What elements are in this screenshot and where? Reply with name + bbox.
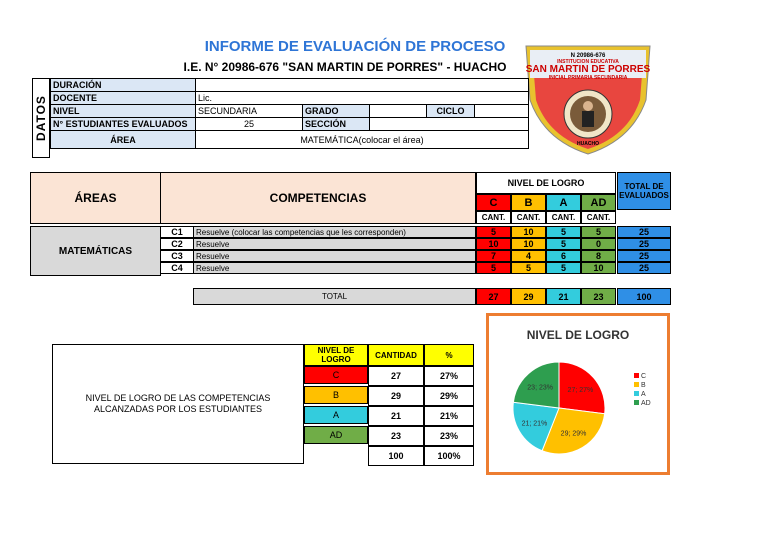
grado-label: GRADO [303, 105, 370, 118]
legend-swatch [634, 391, 639, 396]
ciclo-value [475, 105, 529, 118]
duracion-label: DURACIÓN [51, 79, 196, 92]
legend-label: C [641, 373, 647, 380]
competency-ad-count: 0 [581, 238, 616, 250]
competency-code: C1 [160, 226, 194, 238]
cant-ad-label: CANT. [581, 211, 616, 224]
competency-ad-count: 8 [581, 250, 616, 262]
competency-text: Resuelve [193, 238, 476, 250]
competency-text: Resuelve [193, 250, 476, 262]
summary-description: NIVEL DE LOGRO DE LAS COMPETENCIAS ALCANZADAS POR LOS ESTUDIANTES [52, 344, 304, 464]
summary-cantidad: 29 [368, 386, 424, 406]
duracion-value [196, 79, 529, 92]
competency-c-count: 5 [476, 226, 511, 238]
competency-c-count: 5 [476, 262, 511, 274]
summary-cantidad-header: CANTIDAD [368, 344, 424, 366]
level-ad-header: AD [581, 194, 616, 211]
legend-label: A [641, 391, 646, 398]
competency-text: Resuelve (colocar las competencias que les corresponden) [193, 226, 476, 238]
level-a-header: A [546, 194, 581, 211]
pie-chart [489, 316, 667, 472]
estudiantes-value: 25 [196, 118, 303, 131]
summary-pct: 29% [424, 386, 474, 406]
pie-chart-panel [486, 313, 670, 475]
pie-slice-label: 27; 27% [567, 387, 594, 395]
ciclo-label: CICLO [427, 105, 475, 118]
legend-swatch [634, 400, 639, 405]
docente-value: Lic. [196, 92, 529, 105]
summary-cantidad: 27 [368, 366, 424, 386]
nivel-value: SECUNDARIA [196, 105, 303, 118]
nivel-logro-header: NIVEL DE LOGRO [476, 172, 616, 194]
cant-a-label: CANT. [546, 211, 581, 224]
competency-ad-count: 10 [581, 262, 616, 274]
areas-header: ÁREAS [30, 172, 161, 224]
competency-a-count: 5 [546, 226, 581, 238]
competency-code: C4 [160, 262, 194, 274]
competency-total: 25 [617, 262, 671, 274]
summary-pct: 23% [424, 426, 474, 446]
seccion-value [370, 118, 529, 131]
school-subtitle: I.E. N° 20986-676 "SAN MARTIN DE PORRES" - HUACHO [183, 60, 507, 74]
summary-pct: 21% [424, 406, 474, 426]
summary-level: AD [304, 426, 368, 444]
competency-total: 25 [617, 238, 671, 250]
area-value: MATEMÁTICA(colocar el área) [196, 131, 529, 149]
logo-institution: INSTITUCION EDUCATIVA [557, 59, 619, 65]
grado-value [370, 105, 427, 118]
datos-section-label: DATOS [32, 78, 50, 158]
summary-pct-header: % [424, 344, 474, 366]
competency-total: 25 [617, 250, 671, 262]
summary-total-cantidad: 100 [368, 446, 424, 466]
summary-pct: 27% [424, 366, 474, 386]
report-title: INFORME DE EVALUACIÓN DE PROCESO [204, 38, 506, 55]
total-evaluados-header: TOTAL DE EVALUADOS [617, 172, 671, 210]
logo-school-name: SAN MARTIN DE PORRES [525, 64, 651, 75]
level-c-header: C [476, 194, 511, 211]
chart-title: NIVEL DE LOGRO [526, 328, 630, 342]
pie-slice-label: 29; 29% [560, 430, 587, 438]
summary-level: B [304, 386, 368, 404]
competency-a-count: 5 [546, 262, 581, 274]
competency-ad-count: 5 [581, 226, 616, 238]
summary-level: C [304, 366, 368, 384]
summary-cantidad: 23 [368, 426, 424, 446]
level-b-header: B [511, 194, 546, 211]
area-label: ÁREA [51, 131, 196, 149]
pie-slice-label: 21; 21% [521, 420, 548, 428]
docente-label: DOCENTE [51, 92, 196, 105]
legend-swatch [634, 382, 639, 387]
logo-number: N 20986-676 [570, 53, 606, 59]
competency-c-count: 10 [476, 238, 511, 250]
estudiantes-label: N° ESTUDIANTES EVALUADOS [51, 118, 196, 131]
competency-text: Resuelve [193, 262, 476, 274]
summary-level: A [304, 406, 368, 424]
summary-total-pct: 100% [424, 446, 474, 466]
cant-b-label: CANT. [511, 211, 546, 224]
competency-c-count: 7 [476, 250, 511, 262]
competency-a-count: 6 [546, 250, 581, 262]
logo-levels: INICIAL PRIMARIA SECUNDARIA [548, 75, 628, 81]
total-row-label: TOTAL [193, 288, 476, 305]
competencias-header: COMPETENCIAS [160, 172, 476, 224]
total-ad: 23 [581, 288, 616, 305]
logo-city: HUACHO [577, 141, 599, 147]
summary-nivel-header: NIVEL DE LOGRO [304, 344, 368, 366]
competency-total: 25 [617, 226, 671, 238]
competency-b-count: 10 [511, 238, 546, 250]
summary-cantidad: 21 [368, 406, 424, 426]
competency-code: C2 [160, 238, 194, 250]
nivel-label: NIVEL [51, 105, 196, 118]
competency-b-count: 5 [511, 262, 546, 274]
legend-label: AD [641, 400, 651, 407]
total-c: 27 [476, 288, 511, 305]
competency-b-count: 10 [511, 226, 546, 238]
seccion-label: SECCIÓN [303, 118, 370, 131]
total-b: 29 [511, 288, 546, 305]
school-logo [522, 40, 654, 156]
competency-code: C3 [160, 250, 194, 262]
area-name-matematicas: MATEMÁTICAS [30, 226, 161, 276]
cant-c-label: CANT. [476, 211, 511, 224]
competency-b-count: 4 [511, 250, 546, 262]
datos-table [50, 78, 529, 149]
total-a: 21 [546, 288, 581, 305]
competency-a-count: 5 [546, 238, 581, 250]
legend-label: B [641, 382, 646, 389]
pie-slice-label: 23; 23% [527, 384, 553, 392]
legend-swatch [634, 373, 639, 378]
total-evaluados: 100 [617, 288, 671, 305]
